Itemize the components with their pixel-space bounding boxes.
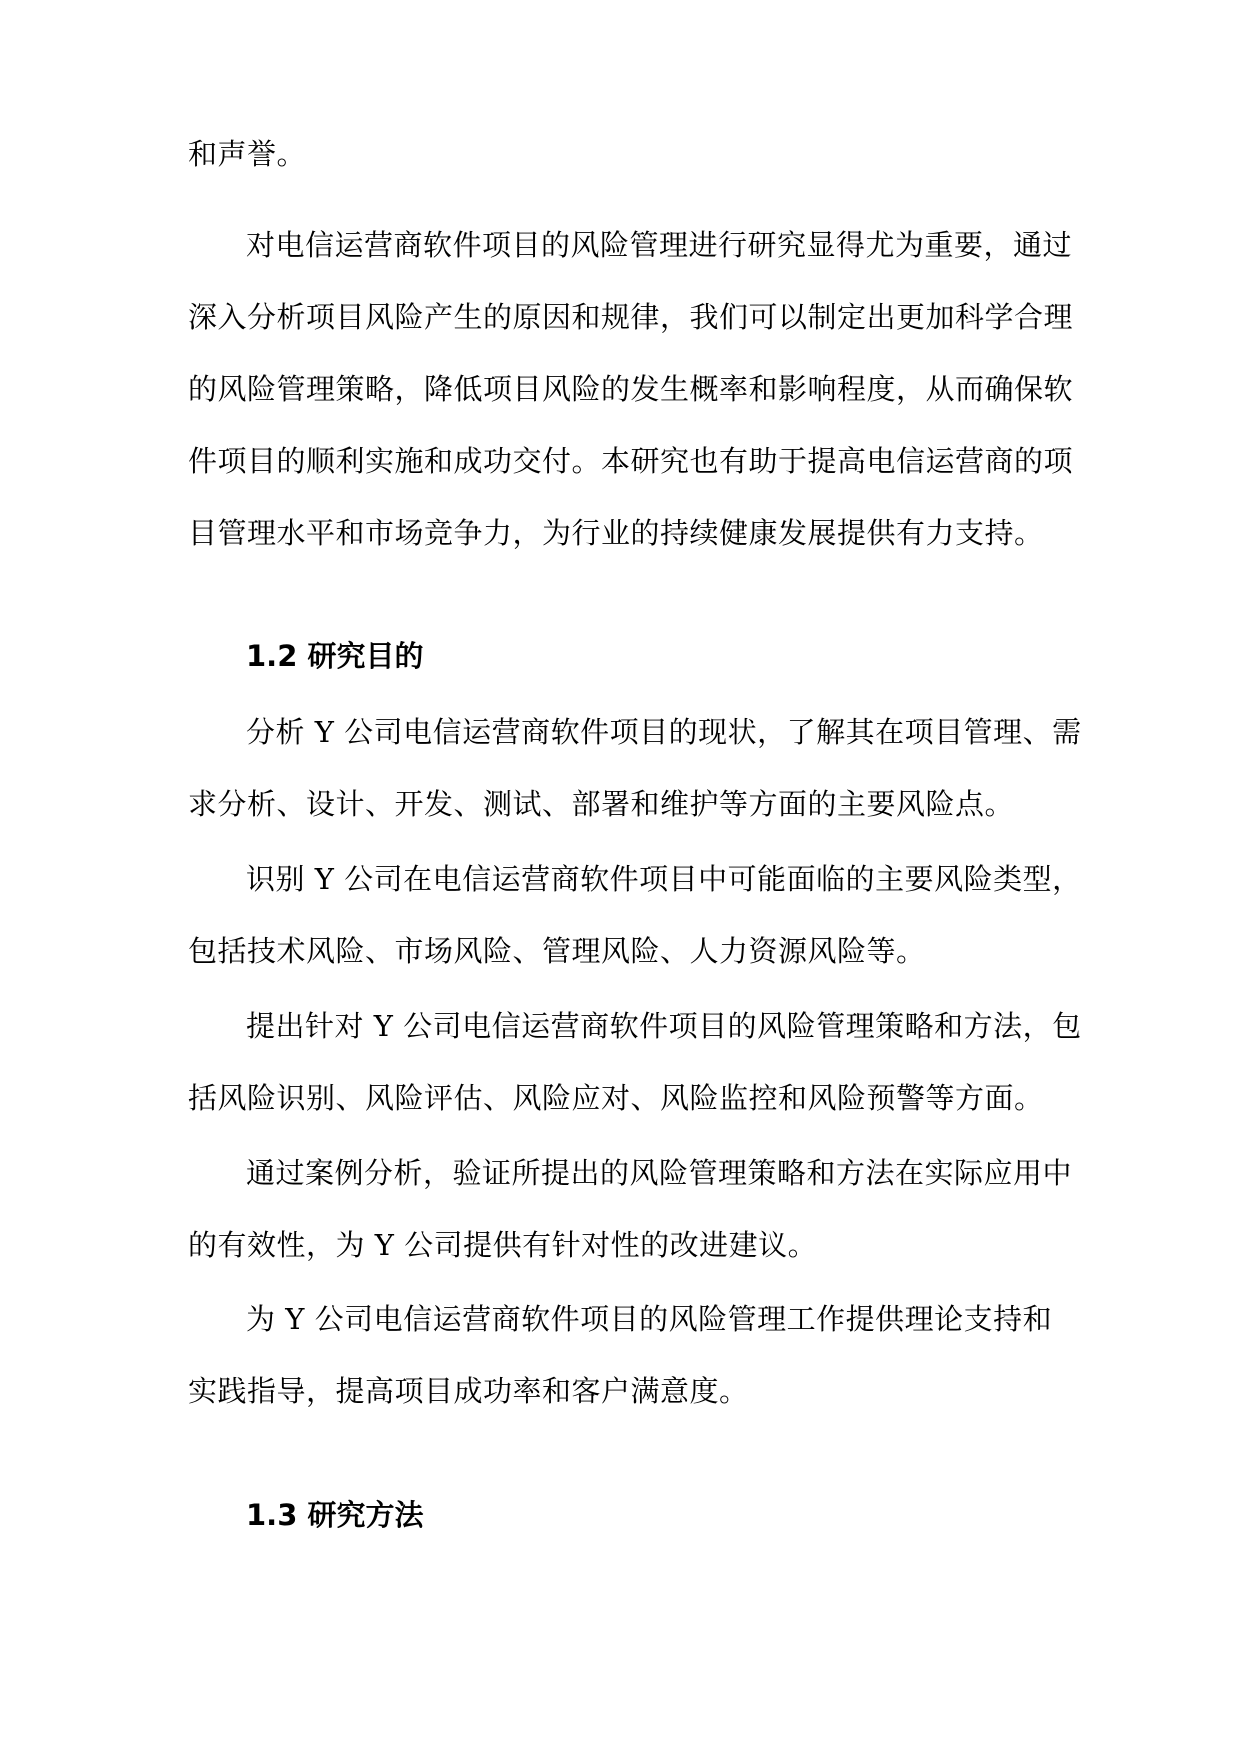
section-heading-1-3: 1.3 研究方法 [246,1498,424,1532]
paragraph-line: 求分析、设计、开发、测试、部署和维护等方面的主要风险点。 [188,787,1015,821]
paragraph-line: 深入分析项目风险产生的原因和规律，我们可以制定出更加科学合理 [188,300,1074,334]
paragraph-line: 通过案例分析，验证所提出的风险管理策略和方法在实际应用中 [246,1156,1073,1190]
paragraph-line: 为 Y 公司电信运营商软件项目的风险管理工作提供理论支持和 [246,1302,1053,1336]
paragraph-line: 的风险管理策略，降低项目风险的发生概率和影响程度，从而确保软 [188,372,1074,406]
paragraph-line: 实践指导，提高项目成功率和客户满意度。 [188,1374,749,1408]
paragraph-line: 目管理水平和市场竞争力，为行业的持续健康发展提供有力支持。 [188,516,1044,550]
paragraph-line: 对电信运营商软件项目的风险管理进行研究显得尤为重要，通过 [246,228,1073,262]
section-heading-1-2: 1.2 研究目的 [246,639,424,673]
paragraph-line: 识别 Y 公司在电信运营商软件项目中可能面临的主要风险类型， [246,862,1082,896]
paragraph-line: 括风险识别、风险评估、风险应对、风险监控和风险预警等方面。 [188,1081,1044,1115]
paragraph-line: 的有效性，为 Y 公司提供有针对性的改进建议。 [188,1228,818,1262]
paragraph-line: 和声誉。 [188,137,307,171]
paragraph-line: 包括技术风险、市场风险、管理风险、人力资源风险等。 [188,934,926,968]
paragraph-line: 分析 Y 公司电信运营商软件项目的现状，了解其在项目管理、需 [246,715,1082,749]
paragraph-line: 件项目的顺利实施和成功交付。本研究也有助于提高电信运营商的项 [188,444,1074,478]
paragraph-line: 提出针对 Y 公司电信运营商软件项目的风险管理策略和方法，包 [246,1009,1082,1043]
